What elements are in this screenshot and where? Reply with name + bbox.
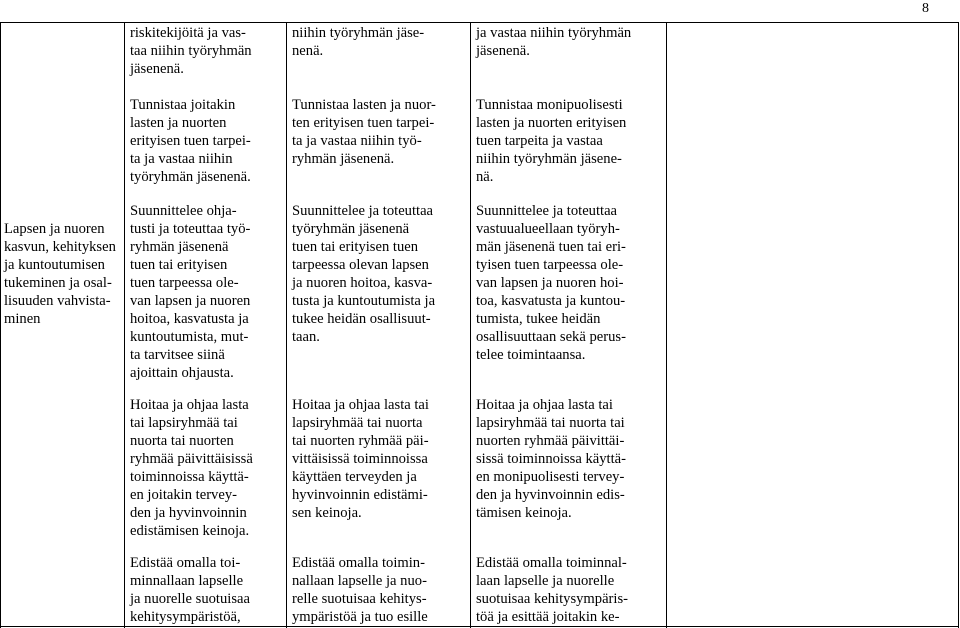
table-cell: Edistää omalla toiminnal- laan lapselle ja nuorelle suotuisaa kehitysympäris- töä ja esittää joitakin ke- xyxy=(476,555,628,625)
column-divider-3 xyxy=(470,22,471,628)
table-cell: Suunnittelee ja toteuttaa työryhmän jäsenenä tuen tai erityisen tuen tarpeessa olevan lapsen ja nuoren hoitoa, kasva- tusta ja kuntoutumista ja tukee heidän osallisuut- taan. xyxy=(292,203,436,345)
row-heading: Lapsen ja nuoren kasvun, kehityksen ja kuntoutumisen tukeminen ja osal- lisuuden vahvista- minen xyxy=(4,221,116,327)
column-divider-1 xyxy=(124,22,125,628)
table-border-top xyxy=(0,22,958,23)
table-cell: Suunnittelee ohja- tusti ja toteuttaa työ- ryhmän jäsenenä tuen tai erityisen tuen tarpeessa ole- van lapsen ja nuoren hoitoa, kasvatusta ja kuntoutumista, mut- ta tarvitsee siinä ajoittain ohjausta. xyxy=(130,203,251,381)
table-border-left xyxy=(0,22,1,628)
table-cell: Hoitaa ja ohjaa lasta tai lapsiryhmää tai nuorta tai nuorten ryhmää päivittäi- sissä toiminnoissa käyttä- en monipuolisesti tervey- den ja hyvinvoinnin edis- tämisen keinoja. xyxy=(476,397,626,521)
column-divider-2 xyxy=(286,22,287,628)
column-divider-4 xyxy=(666,22,667,628)
table-border-right xyxy=(958,22,959,628)
table-cell: Suunnittelee ja toteuttaa vastuualueellaan työryh- män jäsenenä tuen tai eri- tyisen tuen tarpeessa ole- van lapsen ja nuoren hoi- toa, kasvatusta ja kuntou- tumista, tukee heidän osallisuuttaan sekä perus- telee toimintaansa. xyxy=(476,203,626,363)
table-cell: niihin työryhmän jäse- nenä. xyxy=(292,25,425,59)
table-cell: Edistää omalla toimin- nallaan lapselle ja nuo- relle suotuisaa kehitys- ympäristöä ja tuo esille xyxy=(292,555,428,625)
table-cell: Tunnistaa monipuolisesti lasten ja nuorten erityisen tuen tarpeita ja vastaa niihin työryhmän jäsene- nä. xyxy=(476,97,627,185)
table-cell: ja vastaa niihin työryhmän jäsenenä. xyxy=(476,25,632,59)
table-cell: Hoitaa ja ohjaa lasta tai lapsiryhmää tai nuorta tai nuorten ryhmää päivittäisissä toiminnoissa käyttä- en joitakin tervey- den ja hyvinvoinnin edistämisen keinoja. xyxy=(130,397,253,539)
table-cell: Edistää omalla toi- minnallaan lapselle ja nuorelle suotuisaa kehitysympäristöä, xyxy=(130,555,250,625)
table-cell: Tunnistaa joitakin lasten ja nuorten erityisen tuen tarpei- ta ja vastaa niihin työryhmän jäsenenä. xyxy=(130,97,251,185)
page-number: 8 xyxy=(922,1,929,16)
table-border-bottom xyxy=(0,626,958,627)
table-cell: Tunnistaa lasten ja nuor- ten erityisen tuen tarpei- ta ja vastaa niihin työ- ryhmän jäsenenä. xyxy=(292,97,436,167)
table-cell: Hoitaa ja ohjaa lasta tai lapsiryhmää tai nuorta tai nuorten ryhmää päi- vittäisissä toiminnoissa käyttäen terveyden ja hyvinvoinnin edistämi- sen keinoja. xyxy=(292,397,429,521)
table-cell: riskitekijöitä ja vas- taa niihin työryhmän jäsenenä. xyxy=(130,25,252,77)
